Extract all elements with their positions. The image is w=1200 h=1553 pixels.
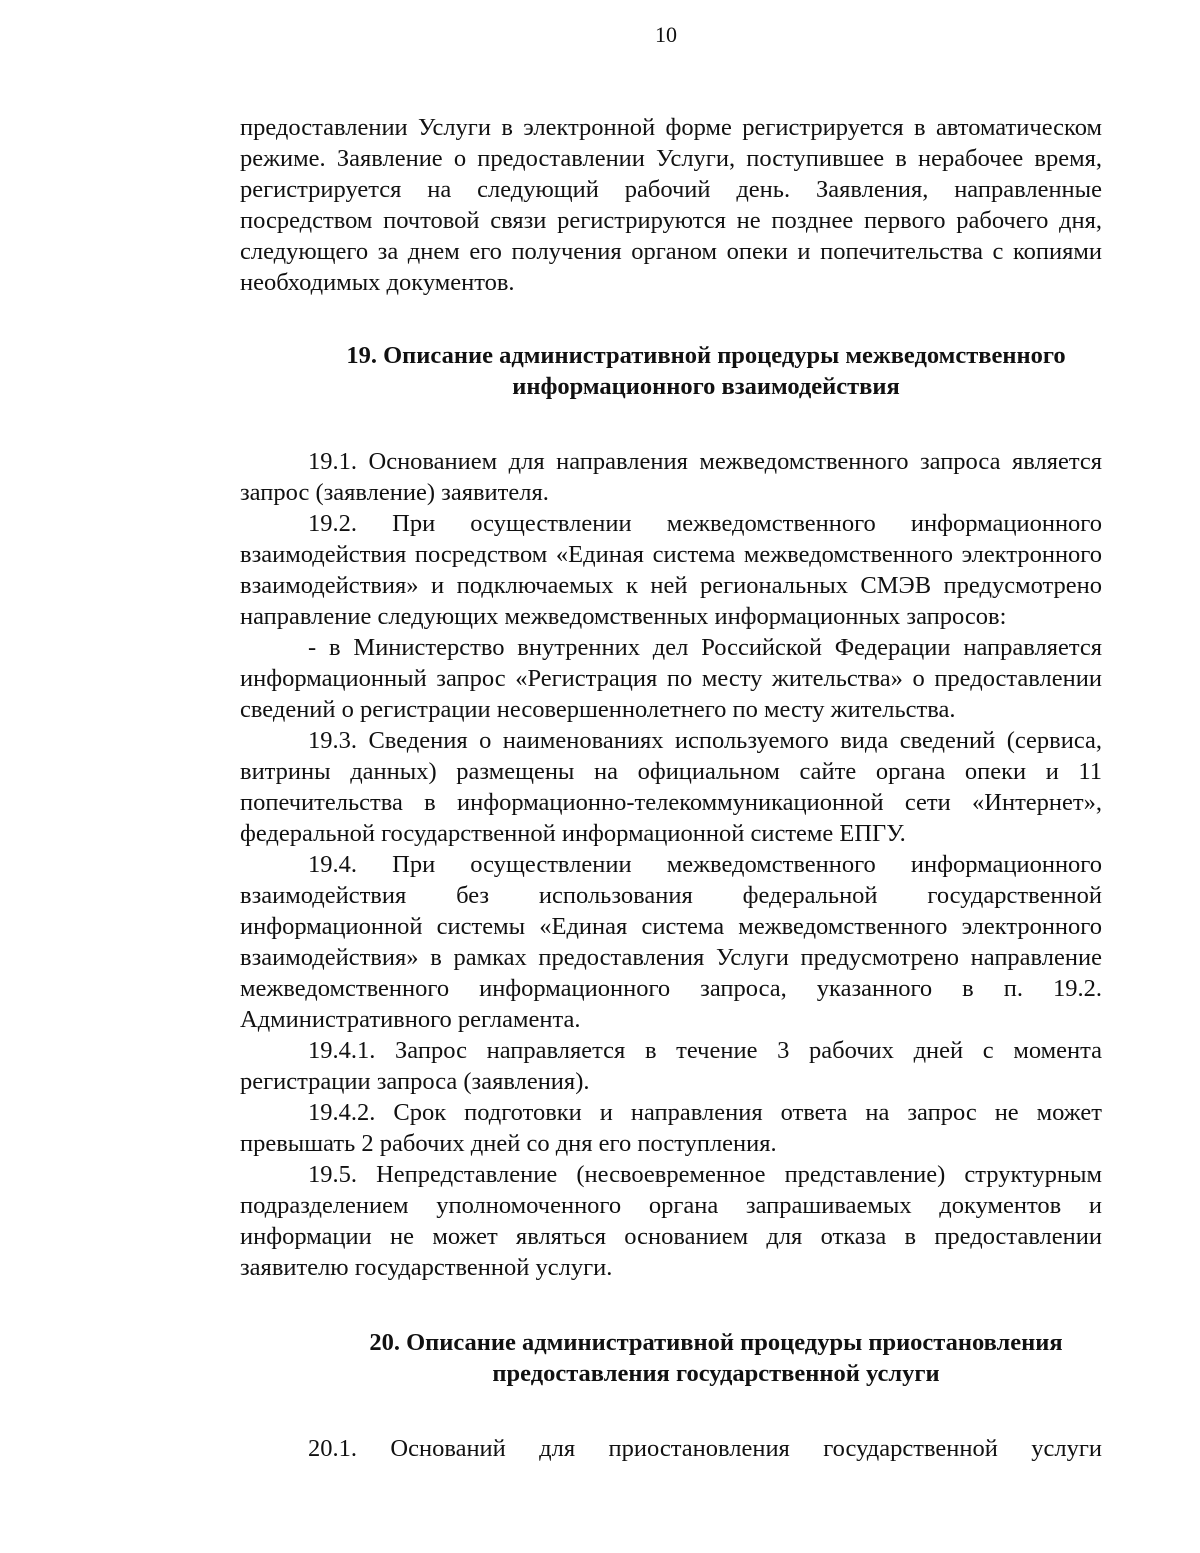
section-20-heading	[240, 1327, 1102, 1389]
section-19-heading	[240, 340, 1102, 402]
document-body	[240, 112, 1102, 1464]
section-19-heading-line2: информационного взаимодействия	[512, 373, 900, 400]
page-number: 10	[655, 22, 677, 47]
section-20-heading-line2: предоставления государственной услуги	[492, 1360, 940, 1387]
paragraph-19-3: 19.3. Сведения о наименованиях используемого вида сведений (сервиса, витрины данных) размещены на официальном сайте органа опеки и 11 попечительства в информационно-телекоммуникационной сети «Интернет», федеральной государственной информационной системе ЕПГУ.	[240, 727, 1102, 847]
section-19-heading-line1: 19. Описание административной процедуры межведомственного	[346, 342, 1066, 369]
paragraph-continuation: предоставлении Услуги в электронной форме регистрируется в автоматическом режиме. Заявление о предоставлении Услуги, поступившее в нерабочее время, регистрируется на следующий рабочий день. Заявления, направленные посредством почтовой связи регистрируются не позднее первого рабочего дня, следующего за днем его получения органом опеки и попечительства с копиями необходимых документов.	[240, 114, 1102, 296]
paragraph-19-4-2: 19.4.2. Срок подготовки и направления ответа на запрос не может превышать 2 рабочих дней со дня его поступления.	[240, 1099, 1102, 1157]
paragraph-20-1: 20.1. Оснований для приостановления государственной услуги	[308, 1435, 1102, 1462]
paragraph-19-4-1: 19.4.1. Запрос направляется в течение 3 рабочих дней с момента регистрации запроса (заявления).	[240, 1037, 1102, 1095]
paragraph-19-1: 19.1. Основанием для направления межведомственного запроса является запрос (заявление) заявителя.	[240, 448, 1102, 506]
paragraph-19-2: 19.2. При осуществлении межведомственного информационного взаимодействия посредством «Единая система межведомственного электронного взаимодействия» и подключаемых к ней региональных СМЭВ предусмотрено направление следующих межведомственных информационных запросов:	[240, 510, 1102, 630]
paragraph-19-5: 19.5. Непредставление (несвоевременное представление) структурным подразделением уполномоченного органа запрашиваемых документов и информации не может являться основанием для отказа в предоставлении заявителю государственной услуги.	[240, 1161, 1102, 1281]
paragraph-19-2-item: - в Министерство внутренних дел Российской Федерации направляется информационный запрос «Регистрация по месту жительства» о предоставлении сведений о регистрации несовершеннолетнего по месту жительства.	[240, 634, 1102, 723]
section-20-heading-line1: 20. Описание административной процедуры приостановления	[369, 1329, 1063, 1356]
paragraph-19-4: 19.4. При осуществлении межведомственного информационного взаимодействия без использования федеральной государственной информационной системы «Единая система межведомственного электронного взаимодействия» в рамках предоставления Услуги предусмотрено направление межведомственного информационного запроса, указанного в п. 19.2. Административного регламента.	[240, 851, 1102, 1033]
